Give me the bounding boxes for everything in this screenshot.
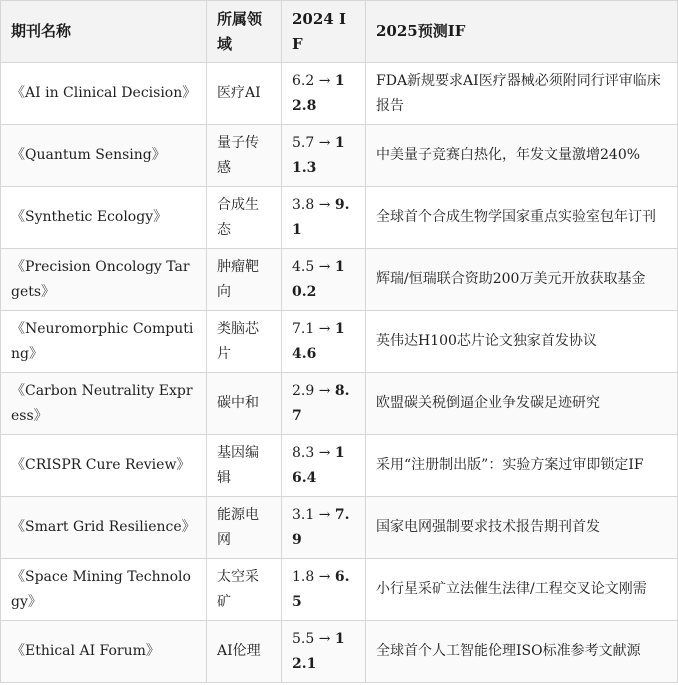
field-cell: 类脑芯片 bbox=[207, 311, 282, 373]
if-2025-value: 11.3 bbox=[292, 134, 345, 176]
prediction-note-cell: 小行星采矿立法催生法律/工程交叉论文刚需 bbox=[366, 559, 678, 621]
journal-name-cell: 《Space Mining Technology》 bbox=[1, 559, 207, 621]
field-cell: 能源电网 bbox=[207, 497, 282, 559]
table-row bbox=[1, 621, 678, 683]
if-2025-value: 12.8 bbox=[292, 72, 345, 114]
if-2024-value: 7.1 bbox=[292, 320, 315, 337]
field-cell: 太空采矿 bbox=[207, 559, 282, 621]
field-cell: 碳中和 bbox=[207, 373, 282, 435]
field-cell: 医疗AI bbox=[207, 63, 282, 125]
journal-name-cell: 《Ethical AI Forum》 bbox=[1, 621, 207, 683]
if-cell bbox=[282, 559, 366, 621]
if-cell bbox=[282, 125, 366, 187]
if-2024-value: 3.8 bbox=[292, 196, 315, 213]
if-2025-value: 8.7 bbox=[292, 382, 350, 424]
if-2025-value: 10.2 bbox=[292, 258, 345, 300]
if-arrow: → bbox=[318, 134, 331, 151]
field-cell: AI伦理 bbox=[207, 621, 282, 683]
header-field: 所属领域 bbox=[207, 1, 282, 63]
if-2025-value: 14.6 bbox=[292, 320, 345, 362]
if-cell bbox=[282, 187, 366, 249]
table-row bbox=[1, 497, 678, 559]
if-2024-value: 8.3 bbox=[292, 444, 315, 461]
if-arrow: → bbox=[318, 72, 331, 89]
if-2024-value: 1.8 bbox=[292, 568, 315, 585]
table-row bbox=[1, 63, 678, 125]
field-cell: 基因编辑 bbox=[207, 435, 282, 497]
prediction-note-cell: 中美量子竞赛白热化，年发文量激增240% bbox=[366, 125, 678, 187]
if-2025-value: 7.9 bbox=[292, 506, 350, 548]
table-row bbox=[1, 435, 678, 497]
if-2025-value: 16.4 bbox=[292, 444, 345, 486]
table-row bbox=[1, 373, 678, 435]
prediction-note-cell: 全球首个合成生物学国家重点实验室包年订刊 bbox=[366, 187, 678, 249]
table-row bbox=[1, 249, 678, 311]
if-cell bbox=[282, 621, 366, 683]
header-journal-name: 期刊名称 bbox=[1, 1, 207, 63]
if-2024-value: 3.1 bbox=[292, 506, 315, 523]
header-if-2024: 2024 IF bbox=[282, 1, 366, 63]
if-cell bbox=[282, 497, 366, 559]
journal-name-cell: 《CRISPR Cure Review》 bbox=[1, 435, 207, 497]
field-cell: 肿瘤靶向 bbox=[207, 249, 282, 311]
table-row bbox=[1, 559, 678, 621]
if-cell bbox=[282, 373, 366, 435]
if-cell bbox=[282, 435, 366, 497]
if-arrow: → bbox=[318, 382, 331, 399]
if-2024-value: 5.5 bbox=[292, 630, 315, 647]
if-arrow: → bbox=[318, 506, 331, 523]
prediction-note-cell: FDA新规要求AI医疗器械必须附同行评审临床报告 bbox=[366, 63, 678, 125]
journal-name-cell: 《Synthetic Ecology》 bbox=[1, 187, 207, 249]
if-arrow: → bbox=[318, 444, 331, 461]
if-2025-value: 6.5 bbox=[292, 568, 350, 610]
if-2024-value: 6.2 bbox=[292, 72, 315, 89]
journal-name-cell: 《Precision Oncology Targets》 bbox=[1, 249, 207, 311]
field-cell: 合成生态 bbox=[207, 187, 282, 249]
table-body bbox=[1, 63, 678, 683]
prediction-note-cell: 采用“注册制出版”：实验方案过审即锁定IF bbox=[366, 435, 678, 497]
prediction-note-cell: 英伟达H100芯片论文独家首发协议 bbox=[366, 311, 678, 373]
prediction-note-cell: 全球首个人工智能伦理ISO标准参考文献源 bbox=[366, 621, 678, 683]
prediction-note-cell: 欧盟碳关税倒逼企业争发碳足迹研究 bbox=[366, 373, 678, 435]
if-2025-value: 12.1 bbox=[292, 630, 345, 672]
journal-name-cell: 《Quantum Sensing》 bbox=[1, 125, 207, 187]
if-cell bbox=[282, 311, 366, 373]
if-arrow: → bbox=[318, 320, 331, 337]
table-row bbox=[1, 125, 678, 187]
if-arrow: → bbox=[318, 630, 331, 647]
prediction-note-cell: 国家电网强制要求技术报告期刊首发 bbox=[366, 497, 678, 559]
journal-name-cell: 《Neuromorphic Computing》 bbox=[1, 311, 207, 373]
table-row bbox=[1, 187, 678, 249]
journal-name-cell: 《Smart Grid Resilience》 bbox=[1, 497, 207, 559]
header-row bbox=[1, 1, 678, 63]
if-arrow: → bbox=[318, 258, 331, 275]
if-2024-value: 5.7 bbox=[292, 134, 315, 151]
if-2024-value: 4.5 bbox=[292, 258, 315, 275]
if-cell bbox=[282, 249, 366, 311]
field-cell: 量子传感 bbox=[207, 125, 282, 187]
if-2024-value: 2.9 bbox=[292, 382, 315, 399]
prediction-note-cell: 辉瑞/恒瑞联合资助200万美元开放获取基金 bbox=[366, 249, 678, 311]
header-if-2025-predicted: 2025预测IF bbox=[366, 1, 678, 63]
journal-name-cell: 《Carbon Neutrality Express》 bbox=[1, 373, 207, 435]
journal-name-cell: 《AI in Clinical Decision》 bbox=[1, 63, 207, 125]
if-2025-value: 9.1 bbox=[292, 196, 350, 238]
if-cell bbox=[282, 63, 366, 125]
if-arrow: → bbox=[318, 568, 331, 585]
if-arrow: → bbox=[318, 196, 331, 213]
table-header bbox=[1, 1, 678, 63]
table-row bbox=[1, 311, 678, 373]
